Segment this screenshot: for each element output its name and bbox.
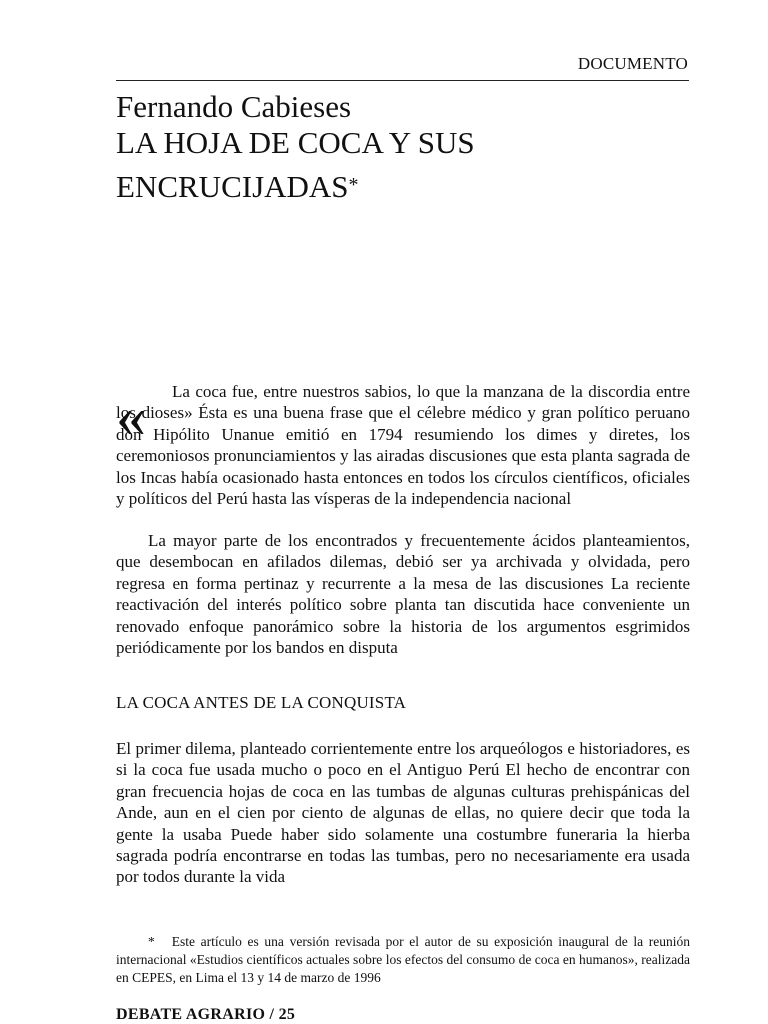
article-title [116,122,676,208]
section-heading: LA COCA ANTES DE LA CONQUISTA [116,693,407,712]
opening-quote-mark: « [116,383,146,449]
article-title-text: LA HOJA DE COCA Y SUS ENCRUCIJADAS [116,125,475,204]
title-footnote-mark: * [348,174,359,196]
section-label: DOCUMENTO [577,54,688,73]
journal-page-footer: DEBATE AGRARIO / 25 [116,1006,296,1023]
footnote [116,933,690,987]
article-paragraph-2: La mayor parte de los encontrados y frecuentemente ácidos planteamientos, que desembocan en afilados dilemas, debió ser ya archivada y olvidada, pero regresa en forma pertinaz y recurrente a la mesa de las discusiones La reciente reactivación del interés político sobre planta tan discutida hace conveniente un renovado enfoque panorámico sobre la historia de los argumentos esgrimidos periódicamente por los bandos en disputa [116,531,690,658]
article-author: Fernando Cabieses [116,89,352,124]
footnote-mark: * [148,934,155,949]
article-paragraph-1 [116,381,690,509]
header-rule [116,80,689,81]
quote-mark-spacer [60,402,116,466]
footnote-text: Este artículo es una versión revisada por el autor de su exposición inaugural de la reunión internacional «Estudios científicos actuales sobre los efectos del consumo de coca en humanos», realizada en CEPES, en Lima el 13 y 14 de marzo de 1996 [116,934,690,985]
paragraph-1-text: La coca fue, entre nuestros sabios, lo que la manzana de la discordia entre los dioses» Ésta es una buena frase que el célebre médico y gran político peruano don Hipólito Unanue emitió en 1794 resumiendo los dimes y diretes, los ceremoniosos pronunciamientos y las airadas discusiones que esta planta sagrada de los Incas había ocasionado hasta entonces en todos los círculos científicos, oficiales y políticos del Perú hasta las vísperas de la independencia nacional [116,382,690,509]
section-paragraph: El primer dilema, planteado corrientemente entre los arqueólogos e historiadores, es si la coca fue usada mucho o poco en el Antiguo Perú El hecho de encontrar con gran frecuencia hojas de coca en las tumbas de algunas culturas prehispánicas del Ande, aun en el cien por ciento de algunas de ellas, no quiere decir que toda la gente la usaba Puede haber sido solamente una costumbre funeraria la hierba sagrada podría encontrarse en todas las tumbas, pero no necesariamente era usada por todos durante la vida [116,739,690,887]
